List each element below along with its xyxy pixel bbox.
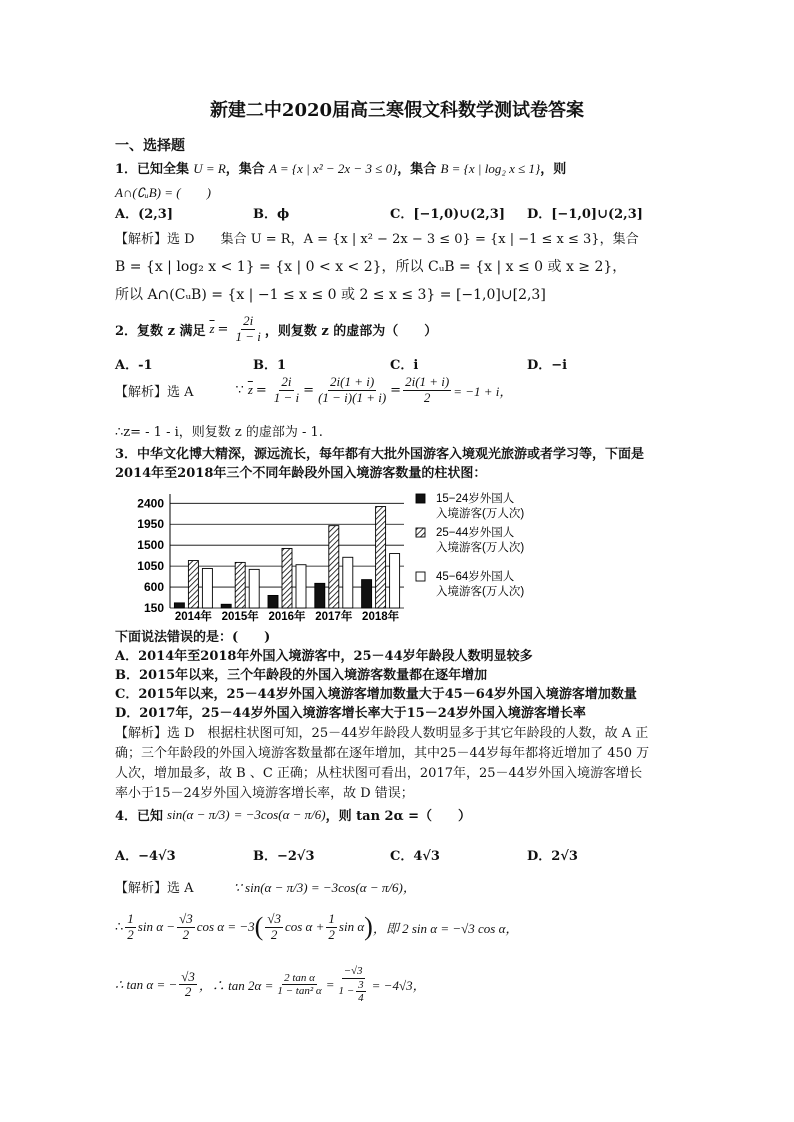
q3-stem-1: 3．中华文化博大精深，源远流长，每年都有大批外国游客入境观光旅游或者学习等，下面是 (115, 447, 645, 462)
q1-option-d: D．[−1,0]∪(2,3] (527, 207, 643, 222)
q2-sol-zbar: $\overline{z}$ (247, 382, 253, 398)
q2-eq: = (217, 321, 229, 337)
q4-l2-f: ，即 2 sin α = −√3 cos α， (372, 920, 519, 936)
q2-option-a: A．-1 (115, 358, 153, 373)
bar (188, 561, 198, 608)
y-tick-label: 1500 (137, 538, 164, 553)
q4-sol-label: 【解析】选 A (115, 881, 194, 896)
q3-solution-2: 确；三个年龄段的外国入境游客数量都在逐年增加，其中25－44岁每年都将近增加了 450 万 (115, 746, 650, 761)
q4-l3-a: ∴ tan α = − (115, 976, 178, 992)
q2-sol-label: 【解析】选 A (115, 384, 194, 400)
q1-then: ，则 (540, 162, 567, 177)
legend-label: 25−44岁外国人 (436, 527, 515, 539)
q4-solution-2: ∴ $\frac{1}{2}$ sin α − $\frac{√3}{2}$ cos α = −3 ( $\frac{√3}{2}$ cos α + $\frac{1}{2}$ sin α ) ，即 2 sin α = −√3 cos α， (115, 911, 519, 942)
bar (376, 507, 386, 608)
bar (221, 604, 231, 608)
because-symbol: ∵ (235, 382, 244, 398)
bar (362, 580, 372, 608)
q4-l2-e: sin α (338, 919, 365, 935)
q1-stem-b: A∩(∁ᵤB) = ( ) (115, 185, 211, 200)
q3-stem-2: 2014年至2018年三个不同年龄段外国入境游客数量的柱状图： (115, 466, 487, 481)
legend-label: 入境游客(万人次) (436, 542, 525, 554)
q4-stem: 4．已知 (115, 809, 164, 824)
q2-zbar: $\overline{z}$ (209, 321, 215, 337)
q1-label2: ，集合 (397, 162, 437, 177)
q2-solution (115, 375, 512, 406)
q4-l2-d: cos α + (284, 919, 325, 935)
q2-sol-frac1: $\frac{2i}{1 - i}$ (273, 374, 300, 405)
therefore-symbol: ∴ (115, 919, 124, 935)
q1-solution-1: 【解析】选 D 集合 U = R，A = {x | x² − 2x − 3 ≤ 0} = {x | −1 ≤ x ≤ 3}，集合 (115, 232, 639, 247)
q2-sol-frac3: $\frac{2i(1 + i)}{2}$ (405, 374, 450, 405)
bar (249, 569, 259, 608)
q2-option-b: B．1 (253, 358, 287, 373)
q2-sol-eq2: = (303, 382, 315, 398)
q2-sol-tail: = −1 + i， (453, 383, 513, 399)
legend-swatch (416, 494, 425, 503)
q2-fraction: $\frac{2i}{1 - i}$ (235, 313, 261, 344)
tourist-bar-chart (118, 488, 558, 628)
legend-label: 15−24岁外国人 (436, 493, 515, 505)
q4-option-c: C．4√3 (390, 849, 440, 864)
q2-option-c: C．i (390, 358, 419, 373)
question-2 (115, 314, 437, 345)
question-1 (115, 158, 566, 177)
q4-option-d: D．2√3 (527, 849, 578, 864)
y-tick-label: 1950 (137, 517, 164, 532)
bar (329, 526, 339, 608)
x-tick-label: 2015年 (221, 611, 259, 623)
q4-solution-1 (115, 877, 416, 896)
y-tick-label: 150 (143, 601, 164, 615)
q4-nested-fraction: −√3 1 − $\frac{3}{4}$ (338, 965, 364, 1005)
q2-sol-eq: = (255, 382, 267, 398)
legend-label: 45−64岁外国人 (436, 571, 515, 583)
bar (268, 595, 278, 608)
q4-option-a: A．−4√3 (115, 849, 176, 864)
q1-option-a: A．(2,3] (115, 207, 174, 222)
q1-label: ，集合 (225, 162, 265, 177)
y-tick-label: 600 (143, 580, 164, 595)
y-tick-label: 2400 (137, 496, 164, 511)
q4-sol-eq: ∵ sin(α − π/3) = −3cos(α − π/6)， (233, 880, 416, 895)
q2-stem-b: ，则复数 z 的虚部为（ ） (264, 323, 438, 339)
q1-set-b: B = {x | log₂ x ≤ 1} (440, 161, 541, 176)
q4-l3-eq: = (325, 976, 335, 992)
q4-solution-3: ∴ tan α = − $\frac{√3}{2}$ ，∴ tan 2α = $\frac{\text{2 tan α}}{\text{1 − tan² α}}$ = −√3 1 − $\frac{3}{4}$ = −4√3， (115, 965, 426, 1005)
q4-l2-b: sin α − (137, 919, 176, 935)
x-tick-label: 2014年 (174, 611, 212, 623)
q3-option-c: C．2015年以来，25－44岁外国入境游客增加数量大于45－64岁外国入境游客增加数量 (115, 687, 637, 702)
q4-lhs: sin(α − π/3) (167, 806, 230, 822)
q3-question: 下面说法错误的是：( ) (115, 630, 271, 645)
q1-set-a: A = {x | x² − 2x − 3 ≤ 0} (268, 161, 398, 176)
q1-option-b: B．ϕ (253, 207, 290, 222)
bar (202, 568, 212, 608)
bar (174, 603, 184, 608)
bar (235, 562, 245, 608)
bar (343, 557, 353, 608)
q4-stem-b: ，则 tan 2α =（ ） (325, 809, 472, 824)
bar (390, 554, 400, 608)
section-heading: 一、选择题 (115, 138, 185, 154)
x-tick-label: 2017年 (315, 611, 353, 623)
q2-solution-2: ∴z= - 1 - i，则复数 z 的虚部为 - 1. (115, 425, 323, 440)
q3-solution-3: 人次，增加最多，故 B 、C 正确；从柱状图可看出，2017年，25－44岁外国入境游客增长 (115, 766, 643, 781)
q3-solution-1: 【解析】选 D 根据柱状图可知，25－44岁年龄段人数明显多于其它年龄段的人数，故 A 正 (115, 726, 649, 741)
q2-sol-frac2: $\frac{2i(1 + i)}{(1 - i)(1 + i)}$ (318, 374, 387, 405)
q1-stem: 1．已知全集 (115, 162, 190, 177)
legend-swatch (416, 528, 425, 537)
page-title: 新建二中2020届高三寒假文科数学测试卷答案 (209, 100, 585, 121)
legend-label: 入境游客(万人次) (436, 586, 525, 598)
q1-solution-2: B = {x | log₂ x < 1} = {x | 0 < x < 2}，所以 CᵤB = {x | x ≤ 0 或 x ≥ 2}， (115, 259, 627, 275)
q2-option-d: D．−i (527, 358, 568, 373)
q1-option-c: C．[−1,0)∪(2,3] (390, 207, 505, 222)
q1-solution-3: 所以 A∩(CᵤB) = {x | −1 ≤ x ≤ 0 或 2 ≤ x ≤ 3} = [−1,0]∪[2,3] (115, 287, 546, 303)
y-tick-label: 1050 (137, 559, 164, 574)
q2-stem: 2．复数 z 满足 (115, 323, 206, 339)
question-4 (115, 805, 471, 824)
bar (296, 565, 306, 608)
q1-universe: U = R (193, 161, 226, 176)
legend-label: 入境游客(万人次) (436, 508, 525, 520)
q4-l3-b: ，∴ tan 2α = (198, 978, 274, 994)
q4-option-b: B．−2√3 (253, 849, 315, 864)
legend-swatch (416, 572, 425, 581)
q2-sol-eq3: = (390, 382, 402, 398)
bar (282, 548, 292, 608)
x-tick-label: 2016年 (268, 611, 306, 623)
q3-option-a: A．2014年至2018年外国入境游客中，25－44岁年龄段人数明显较多 (115, 649, 533, 664)
q3-option-b: B．2015年以来，三个年龄段的外国入境游客数量都在逐年增加 (115, 668, 488, 683)
x-tick-label: 2018年 (362, 611, 400, 623)
q4-rhs: = −3cos(α − π/6) (233, 806, 326, 822)
q4-l2-c: cos α = −3 (196, 919, 255, 935)
q3-solution-4: 率小于15－24岁外国入境游客增长率，故 D 错误； (115, 786, 414, 801)
q4-l3-end: = −4√3， (371, 978, 426, 994)
bar (315, 583, 325, 608)
q3-option-d: D．2017年，25－44岁外国入境游客增长率大于15－24岁外国入境游客增长率 (115, 706, 586, 721)
